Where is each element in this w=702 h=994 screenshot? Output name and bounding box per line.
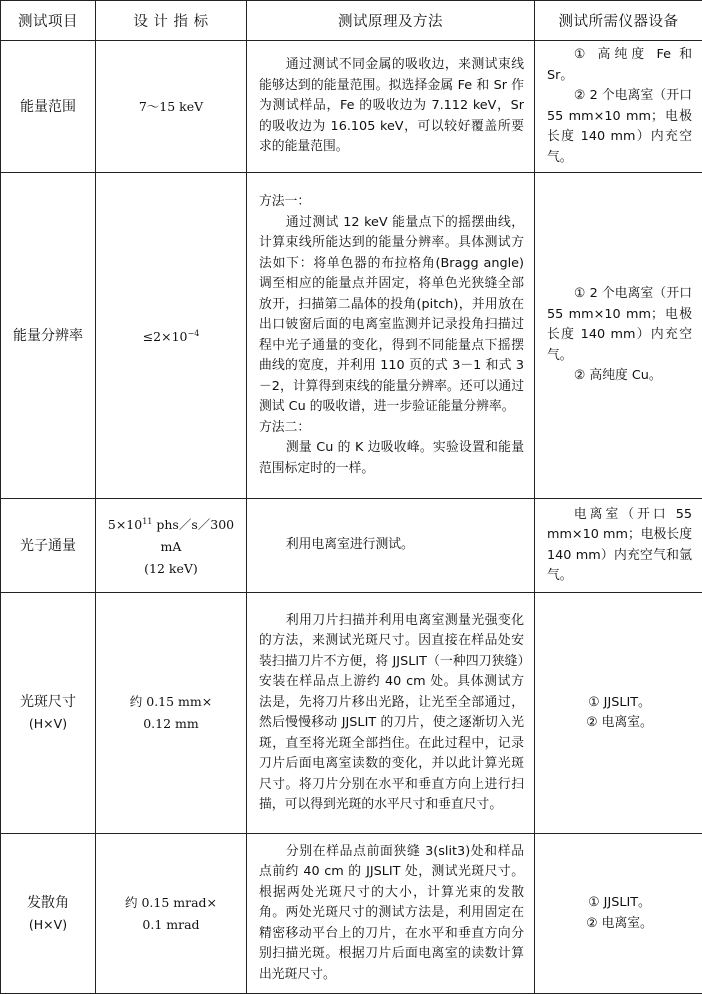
row-spec-energy-range: 7～15 keV [96, 41, 247, 173]
row-spec-energy-resolution: $\le 2\times 10^{-4}$ [96, 173, 247, 499]
row-method-divergence: 分别在样品点前面狭缝 3(slit3)处和样品点前约 40 cm 的 JJSLIT 处，测试光斑尺寸。根据两处光斑尺寸的大小，计算光束的发散角。两处光斑尺寸的测试方法是，利用固定在精密移动平台上的刀片，在水平和垂直方向分别扫描光斑。根据刀片后面电离室的读数计算出光斑尺寸。 [247, 834, 535, 994]
row-spec-spot-size: 约 0.15 mm× 0.12 mm [96, 593, 247, 834]
row-spec-photon-flux: $5\times 10^{11}$ phs／s／300 mA (12 keV) [96, 499, 247, 593]
row-equipment-divergence: ① JJSLIT。 ② 电离室。 [535, 834, 702, 994]
row-item-energy-resolution: 能量分辨率 [1, 173, 96, 499]
row-equipment-energy-resolution: ① 2 个电离室（开口 55 mm×10 mm；电极长度 140 mm）内充空气。 ② 高纯度 Cu。 [535, 173, 702, 499]
row-equipment-energy-range: ① 高纯度 Fe 和 Sr。 ② 2 个电离室（开口 55 mm×10 mm；电极长度 140 mm）内充空气。 [535, 41, 702, 173]
method-two-label: 方法二： [259, 418, 524, 439]
row-spec-divergence: 约 0.15 mrad× 0.1 mrad [96, 834, 247, 994]
row-item-spot-size: 光斑尺寸 (H×V) [1, 593, 96, 834]
row-item-divergence: 发散角 (H×V) [1, 834, 96, 994]
header-equipment: 测试所需仪器设备 [535, 1, 702, 41]
table-row [1, 173, 702, 499]
row-item-photon-flux: 光子通量 [1, 499, 96, 593]
row-method-photon-flux: 利用电离室进行测试。 [247, 499, 535, 593]
table-row [1, 834, 702, 994]
header-method: 测试原理及方法 [247, 1, 535, 41]
table-row [1, 41, 702, 173]
header-test-item: 测试项目 [1, 1, 96, 41]
header-row [1, 1, 702, 41]
row-method-energy-resolution: 方法一： 通过测试 12 keV 能量点下的摇摆曲线，计算束线所能达到的能量分辨率。具体测试方法如下：将单色器的布拉格角(Bragg angle)调至相应的能量点并固定，将单色光狭缝全部放开，扫描第二晶体的投角(pitch)，并用放在出口铍窗后面的电离室监测并记录投角扫描过程中光子通量的变化，得到不同能量点下摇摆曲线的宽度，并利用 110 页的式 3－1 和式 3－2，计算得到束线的能量分辨率。还可以通过测试 Cu 的吸收谱，进一步验证能量分辨率。 方法二： 测量 Cu 的 K 边吸收峰。实验设置和能量范围标定时的一样。 [247, 173, 535, 499]
table-row [1, 499, 702, 593]
row-method-spot-size: 利用刀片扫描并利用电离室测量光强变化的方法，来测试光斑尺寸。因直接在样品处安装扫描刀片不方便，将 JJSLIT（一种四刀狭缝）安装在样品点上游约 40 cm 处。具体测试方法是，先将刀片移出光路，让光至全部通过，然后慢慢移动 JJSLIT 的刀片，使之逐渐切入光斑，直至将光斑全部挡住。在此过程中，记录刀片后面电离室读数的变化，并以此计算光斑尺寸。将刀片分别在水平和垂直方向上进行扫描，可以得到光斑的水平尺寸和垂直尺寸。 [247, 593, 535, 834]
table-row [1, 593, 702, 834]
method-one-label: 方法一： [259, 192, 524, 213]
row-item-energy-range: 能量范围 [1, 41, 96, 173]
row-equipment-photon-flux: 电离室（开口 55 mm×10 mm；电极长度 140 mm）内充空气和氩气。 [535, 499, 702, 593]
header-design-spec: 设 计 指 标 [96, 1, 247, 41]
row-equipment-spot-size: ① JJSLIT。 ② 电离室。 [535, 593, 702, 834]
row-method-energy-range: 通过测试不同金属的吸收边，来测试束线能够达到的能量范围。拟选择金属 Fe 和 Sr 作为测试样品，Fe 的吸收边为 7.112 keV，Sr 的吸收边为 16.105 keV，可以较好覆盖所要求的能量范围。 [247, 41, 535, 173]
